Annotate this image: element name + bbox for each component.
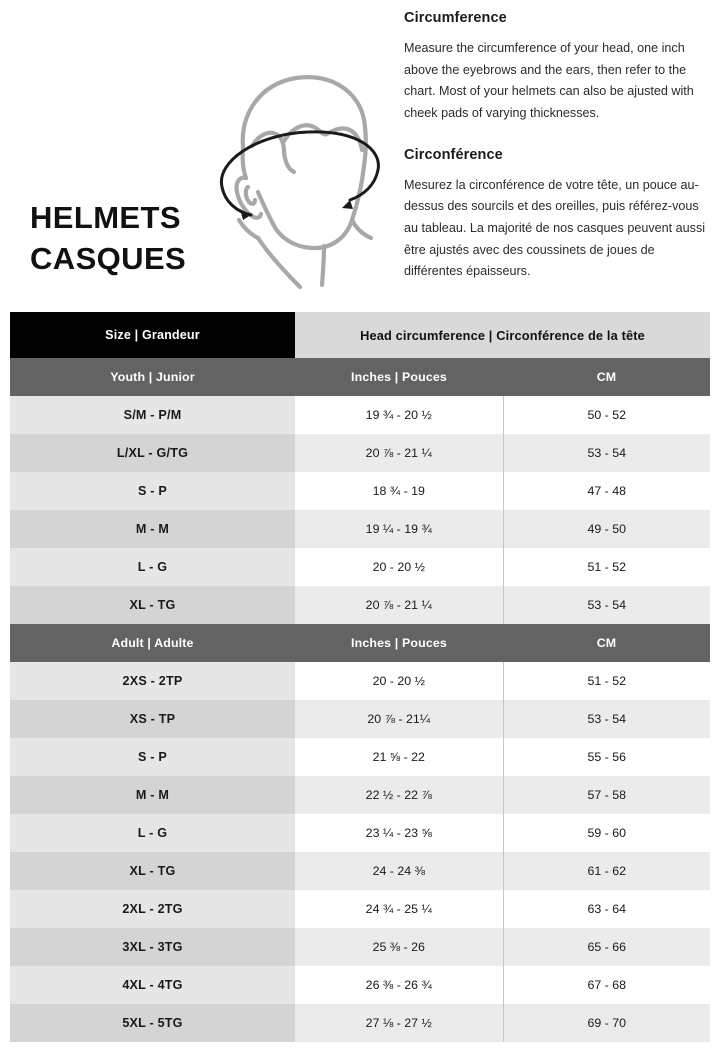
cell-size: 2XS - 2TP [10, 662, 295, 700]
table-row [10, 776, 710, 814]
cell-inches: 27 ⅛ - 27 ½ [295, 1004, 503, 1042]
header-area [0, 0, 720, 310]
section-header-row [10, 624, 710, 662]
cell-size: S/M - P/M [10, 396, 295, 434]
cell-cm: 59 - 60 [503, 814, 710, 852]
table-row [10, 662, 710, 700]
cell-size: 4XL - 4TG [10, 966, 295, 1004]
circumference-heading-fr: Circonférence [404, 146, 503, 163]
cell-cm: 49 - 50 [503, 510, 710, 548]
cell-inches: 21 ⅝ - 22 [295, 738, 503, 776]
page-title-line-en: HELMETS [30, 200, 181, 235]
table-row [10, 928, 710, 966]
cell-inches: 19 ¼ - 19 ¾ [295, 510, 503, 548]
cell-cm: 47 - 48 [503, 472, 710, 510]
section-header-row [10, 358, 710, 396]
cell-size: M - M [10, 776, 295, 814]
cell-inches: 20 ⅞ - 21¼ [295, 700, 503, 738]
size-chart-table [10, 312, 710, 1042]
cell-cm: 65 - 66 [503, 928, 710, 966]
cell-size: 2XL - 2TG [10, 890, 295, 928]
cell-size: XS - TP [10, 700, 295, 738]
cell-inches: 20 - 20 ½ [295, 662, 503, 700]
section-group-label: Adult | Adulte [10, 624, 295, 662]
header-size: Size | Grandeur [10, 312, 295, 358]
info-text-block [404, 10, 712, 283]
cell-size: S - P [10, 472, 295, 510]
table-row [10, 396, 710, 434]
cell-size: M - M [10, 510, 295, 548]
table-row [10, 548, 710, 586]
cell-inches: 26 ⅜ - 26 ¾ [295, 966, 503, 1004]
table-header-row [10, 312, 710, 358]
table-row [10, 510, 710, 548]
section-cm-label: CM [503, 624, 710, 662]
cell-cm: 57 - 58 [503, 776, 710, 814]
cell-size: 3XL - 3TG [10, 928, 295, 966]
cell-cm: 53 - 54 [503, 434, 710, 472]
table-row [10, 852, 710, 890]
table-row [10, 814, 710, 852]
section-inches-label: Inches | Pouces [295, 358, 503, 396]
cell-cm: 63 - 64 [503, 890, 710, 928]
table-row [10, 890, 710, 928]
cell-cm: 69 - 70 [503, 1004, 710, 1042]
cell-inches: 24 ¾ - 25 ¼ [295, 890, 503, 928]
cell-cm: 53 - 54 [503, 586, 710, 624]
header-circumference: Head circumference | Circonférence de la tête [295, 312, 710, 358]
cell-inches: 25 ⅜ - 26 [295, 928, 503, 966]
circumference-body-en: Measure the circumference of your head, one inch above the eyebrows and the ears, then refer to the chart. Most of your helmets can also be ajusted with cheek pads of varying thicknesses. [404, 41, 694, 120]
cell-cm: 61 - 62 [503, 852, 710, 890]
cell-cm: 53 - 54 [503, 700, 710, 738]
table-row [10, 700, 710, 738]
cell-cm: 51 - 52 [503, 662, 710, 700]
cell-cm: 55 - 56 [503, 738, 710, 776]
cell-cm: 67 - 68 [503, 966, 710, 1004]
table-row [10, 966, 710, 1004]
cell-inches: 20 ⅞ - 21 ¼ [295, 586, 503, 624]
cell-size: L - G [10, 548, 295, 586]
circumference-heading-en: Circumference [404, 10, 507, 26]
cell-inches: 18 ¾ - 19 [295, 472, 503, 510]
page-title [30, 198, 290, 280]
cell-inches: 22 ½ - 22 ⅞ [295, 776, 503, 814]
cell-inches: 19 ¾ - 20 ½ [295, 396, 503, 434]
table-row [10, 738, 710, 776]
cell-size: 5XL - 5TG [10, 1004, 295, 1042]
table-row [10, 586, 710, 624]
circumference-body-fr: Mesurez la circonférence de votre tête, un pouce au-dessus des sourcils et des oreilles, puis référez-vous au tableau. La majorité de nos casques peuvent aussi être ajustés avec des coussinets de joues de différentes épaisseurs. [404, 177, 706, 279]
cell-cm: 51 - 52 [503, 548, 710, 586]
section-group-label: Youth | Junior [10, 358, 295, 396]
cell-size: L - G [10, 814, 295, 852]
table-row [10, 1004, 710, 1042]
table-row [10, 472, 710, 510]
size-chart-wrapper [10, 312, 710, 1042]
cell-size: S - P [10, 738, 295, 776]
cell-inches: 24 - 24 ⅜ [295, 852, 503, 890]
page-title-line-fr: CASQUES [30, 240, 187, 276]
cell-size: L/XL - G/TG [10, 434, 295, 472]
cell-size: XL - TG [10, 852, 295, 890]
cell-inches: 20 - 20 ½ [295, 548, 503, 586]
cell-size: XL - TG [10, 586, 295, 624]
section-inches-label: Inches | Pouces [295, 624, 503, 662]
section-cm-label: CM [503, 358, 710, 396]
cell-inches: 23 ¼ - 23 ⅝ [295, 814, 503, 852]
table-row [10, 434, 710, 472]
cell-cm: 50 - 52 [503, 396, 710, 434]
cell-inches: 20 ⅞ - 21 ¼ [295, 434, 503, 472]
